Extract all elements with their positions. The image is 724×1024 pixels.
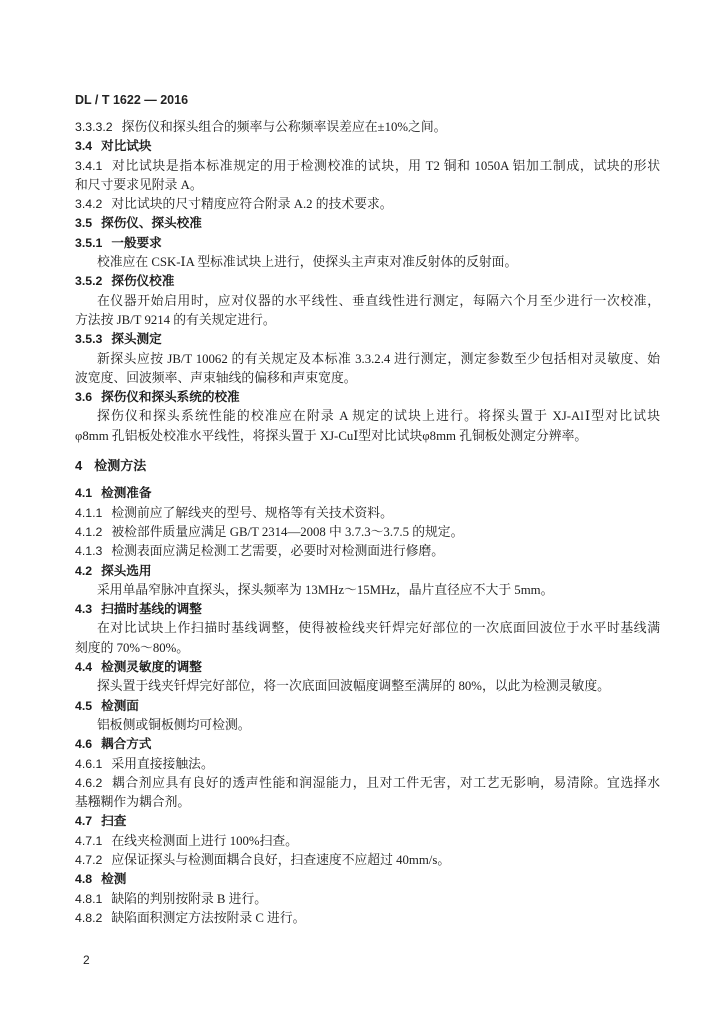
heading-number: 4.1 [75,486,93,501]
paragraph-line [75,253,660,272]
heading-number: 4.8 [75,872,93,887]
clause-text: 和尺寸要求见附录 A。 [75,177,203,192]
heading-3-5-1 [75,234,660,253]
clause-line [75,118,660,137]
clause-line [75,542,660,561]
clause-text: 对比试块是指本标准规定的用于检测校准的试块，用 T2 铜和 1050A 铝加工制成，试块的形状 [111,158,660,173]
paragraph-text: φ8mm 孔铝板处校准水平线性，将探头置于 XJ-CuⅠ型对比试块φ8mm 孔铜板处测定分辨率。 [75,428,588,443]
clause-line [75,195,660,214]
paragraph-4-4 [75,677,660,696]
paragraph-line [75,639,660,658]
paragraph-3-5-3 [75,350,660,389]
clause-line [75,523,660,542]
paragraph-text: 在仪器开始启用时，应对仪器的水平线性、垂直线性进行测定，每隔六个月至少进行一次校准， [97,293,660,308]
heading-title: 检测准备 [101,486,152,501]
clause-3-4-1 [75,157,660,196]
heading-3-4 [75,137,660,156]
clause-line [75,832,660,851]
paragraph-text: 方法按 JB/T 9214 的有关规定进行。 [75,312,276,327]
heading-title: 耦合方式 [101,737,152,752]
clause-number: 4.1.1 [75,505,103,520]
paragraph-line [75,292,660,311]
clause-text: 缺陷的判别按附录 B 进行。 [111,891,268,906]
clause-4-1-3 [75,542,660,561]
chapter-number: 4 [75,457,83,473]
paragraph-3-5-1 [75,253,660,272]
clause-line [75,890,660,909]
heading-number: 4.5 [75,698,93,713]
clause-text: 缺陷面积测定方法按附录 C 进行。 [111,910,306,925]
heading-number: 3.5.1 [75,235,103,250]
clause-4-8-1 [75,890,660,909]
paragraph-text: 探头置于线夹钎焊完好部位，将一次底面回波幅度调整至满屏的 80%，以此为检测灵敏度。 [97,679,610,694]
chapter-heading-4 [75,456,660,475]
clause-text: 检测前应了解线夹的型号、规格等有关技术资料。 [111,505,393,520]
clause-text: 对比试块的尺寸精度应符合附录 A.2 的技术要求。 [111,197,393,212]
clause-text: 应保证探头与检测面耦合良好，扫查速度不应超过 40mm/s。 [111,852,451,867]
heading-4-3 [75,600,660,619]
heading-4-4 [75,658,660,677]
heading-title: 检测面 [101,698,139,713]
paragraph-text: 校准应在 CSK-ⅠA 型标准试块上进行，使探头主声束对准反射体的反射面。 [97,255,518,270]
clause-line [75,774,660,793]
paragraph-text: 新探头应按 JB/T 10062 的有关规定及本标准 3.3.2.4 进行测定，测定参数至少包括相对灵敏度、始 [97,351,660,366]
heading-4-7 [75,812,660,831]
heading-3-5 [75,214,660,233]
clause-3-4-2 [75,195,660,214]
heading-number: 4.6 [75,737,93,752]
paragraph-4-5 [75,716,660,735]
paragraph-3-6 [75,407,660,446]
paragraph-text: 在对比试块上作扫描时基线调整，使得被检线夹钎焊完好部位的一次底面回波位于水平时基线满 [97,621,660,636]
heading-4-5 [75,697,660,716]
heading-title: 对比试块 [101,139,152,154]
paragraph-text: 铝板侧或铜板侧均可检测。 [97,717,251,732]
page-number: 2 [83,953,90,967]
clause-number: 3.4.2 [75,197,103,212]
clause-line [75,157,660,176]
clause-4-7-1 [75,832,660,851]
clause-number: 3.3.3.2 [75,120,113,134]
clause-text: 检测表面应满足检测工艺需要，必要时对检测面进行修磨。 [111,544,445,559]
paragraph-line [75,619,660,638]
heading-title: 检测灵敏度的调整 [101,660,202,675]
paragraph-text: 采用单晶窄脉冲直探头，探头频率为 13MHz～15MHz，晶片直径应不大于 5mm。 [97,582,554,597]
paragraph-line [75,350,660,369]
heading-4-2 [75,562,660,581]
running-header-doc-code: DL / T 1622 — 2016 [75,93,189,107]
heading-4-1 [75,484,660,503]
heading-number: 4.3 [75,602,93,617]
clause-line [75,755,660,774]
clause-line [75,909,660,928]
clause-4-7-2 [75,851,660,870]
heading-number: 3.5 [75,216,93,231]
clause-number: 4.7.2 [75,852,103,867]
heading-title: 一般要求 [111,235,162,250]
clause-text: 被检部件质量应满足 GB/T 2314—2008 中 3.7.3～3.7.5 的规定。 [111,524,464,539]
heading-4-6 [75,735,660,754]
clause-text: 采用直接接触法。 [111,756,214,771]
heading-number: 4.4 [75,660,93,675]
clause-number: 4.6.2 [75,775,103,790]
heading-title: 扫查 [101,814,127,829]
clause-number: 4.6.1 [75,756,103,771]
paragraph-line [75,407,660,426]
chapter-title: 检测方法 [94,457,147,473]
clause-line [75,851,660,870]
clause-number: 4.8.1 [75,891,103,906]
clause-number: 4.8.2 [75,910,103,925]
clause-4-8-2 [75,909,660,928]
heading-title: 探伤仪、探头校准 [101,216,202,231]
clause-text: 耦合剂应具有良好的透声性能和润湿能力，且对工件无害，对工艺无影响，易清除。宜选择水 [111,775,660,790]
clause-line [75,793,660,812]
paragraph-4-3 [75,619,660,658]
clause-number: 3.4.1 [75,158,103,173]
paragraph-line [75,677,660,696]
paragraph-line [75,311,660,330]
heading-number: 4.2 [75,563,93,578]
paragraph-text: 刻度的 70%～80%。 [75,640,190,655]
paragraph-text: 探伤仪和探头系统性能的校准应在附录 A 规定的试块上进行。将探头置于 XJ-AlⅠ型对比试块 [97,409,660,424]
clause-4-1-1 [75,504,660,523]
heading-number: 3.5.2 [75,274,103,289]
heading-title: 探头选用 [101,563,152,578]
heading-title: 探伤仪和探头系统的校准 [101,390,240,405]
paragraph-line [75,369,660,388]
clause-4-6-2 [75,774,660,813]
heading-title: 扫描时基线的调整 [101,602,202,617]
clause-text: 在线夹检测面上进行 100%扫查。 [111,833,298,848]
clause-number: 4.1.2 [75,524,103,539]
clause-line [75,176,660,195]
heading-number: 3.6 [75,390,93,405]
paragraph-line [75,716,660,735]
heading-number: 4.7 [75,814,93,829]
clause-4-6-1 [75,755,660,774]
heading-4-8 [75,870,660,889]
heading-3-5-3 [75,330,660,349]
document-body [75,118,660,928]
paragraph-4-2 [75,581,660,600]
clause-line [75,504,660,523]
heading-3-6 [75,388,660,407]
paragraph-line [75,581,660,600]
heading-number: 3.5.3 [75,332,103,347]
heading-number: 3.4 [75,139,93,154]
clause-text: 探伤仪和探头组合的频率与公称频率误差应在±10%之间。 [121,120,447,134]
paragraph-3-5-2 [75,292,660,331]
paragraph-text: 波宽度、回波频率、声束轴线的偏移和声束宽度。 [75,370,357,385]
clause-4-1-2 [75,523,660,542]
clause-3-3-3-2 [75,118,660,137]
heading-title: 检测 [101,872,127,887]
clause-number: 4.7.1 [75,833,103,848]
paragraph-line [75,427,660,446]
heading-title: 探头测定 [111,332,162,347]
clause-text: 基糨糊作为耦合剂。 [75,795,191,810]
heading-3-5-2 [75,272,660,291]
clause-number: 4.1.3 [75,544,103,559]
heading-title: 探伤仪校准 [111,274,175,289]
